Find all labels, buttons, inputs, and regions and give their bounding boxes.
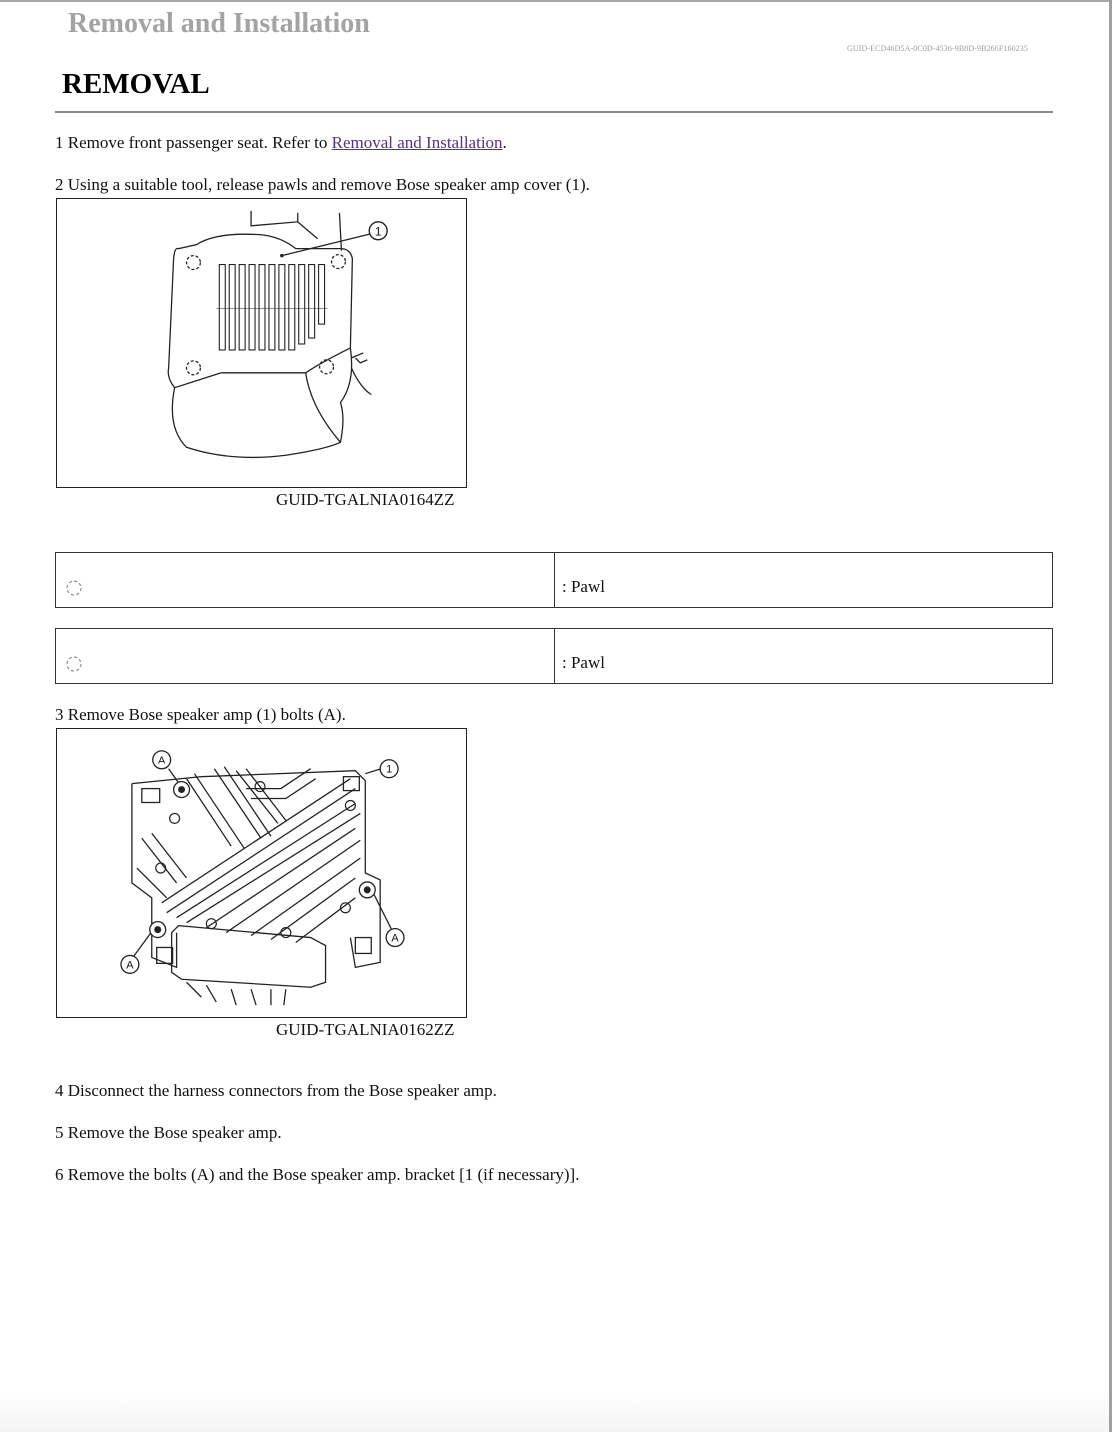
figure-2-caption: GUID-TGALNIA0162ZZ — [276, 1020, 455, 1039]
svg-text:A: A — [126, 959, 134, 972]
section-title: REMOVAL — [62, 68, 210, 100]
svg-text:A: A — [391, 932, 399, 945]
svg-text:A: A — [158, 754, 166, 767]
figure-amp-cover — [56, 198, 467, 488]
legend-icon-cell — [56, 553, 555, 607]
document-title: Removal and Installation — [68, 8, 370, 39]
section-divider — [55, 111, 1053, 113]
figure-1-caption: GUID-TGALNIA0164ZZ — [276, 490, 455, 509]
amp-cover-illustration — [57, 199, 466, 487]
step-5: 5 Remove the Bose speaker amp. — [55, 1123, 282, 1142]
window-top-border — [0, 0, 1112, 2]
page-bottom-fade — [0, 1392, 1109, 1432]
step-1-text-end: . — [502, 133, 507, 152]
callout-a-left — [121, 955, 139, 973]
pawl-icon — [63, 577, 85, 599]
callout-a-top — [153, 751, 171, 769]
svg-text:1: 1 — [386, 763, 393, 776]
document-guid: GUID-ECD46D5A-0C0D-4536-9B8D-9B266F160235 — [847, 44, 1028, 53]
step-4: 4 Disconnect the harness connectors from the Bose speaker amp. — [55, 1081, 497, 1100]
callout-1 — [380, 760, 398, 778]
step-6: 6 Remove the bolts (A) and the Bose speaker amp. bracket [1 (if necessary)]. — [55, 1165, 580, 1184]
bolt-markers — [150, 782, 375, 938]
step-2: 2 Using a suitable tool, release pawls and remove Bose speaker amp cover (1). — [55, 175, 590, 194]
callout-a-right — [386, 929, 404, 947]
step-1 — [55, 133, 507, 153]
speaker-amp-illustration — [57, 729, 466, 1017]
legend-label: : Pawl — [562, 577, 605, 596]
legend-label: : Pawl — [562, 653, 605, 672]
legend-row-pawl — [55, 628, 1053, 684]
step-1-text: 1 Remove front passenger seat. Refer to — [55, 133, 332, 152]
callout-1 — [369, 222, 387, 240]
figure-speaker-amp — [56, 728, 467, 1018]
legend-row-pawl — [55, 552, 1053, 608]
legend-icon-cell — [56, 629, 555, 683]
removal-installation-link[interactable]: Removal and Installation — [331, 133, 503, 152]
pawl-icon — [63, 653, 85, 675]
step-3: 3 Remove Bose speaker amp (1) bolts (A). — [55, 705, 346, 724]
svg-text:1: 1 — [374, 224, 382, 239]
